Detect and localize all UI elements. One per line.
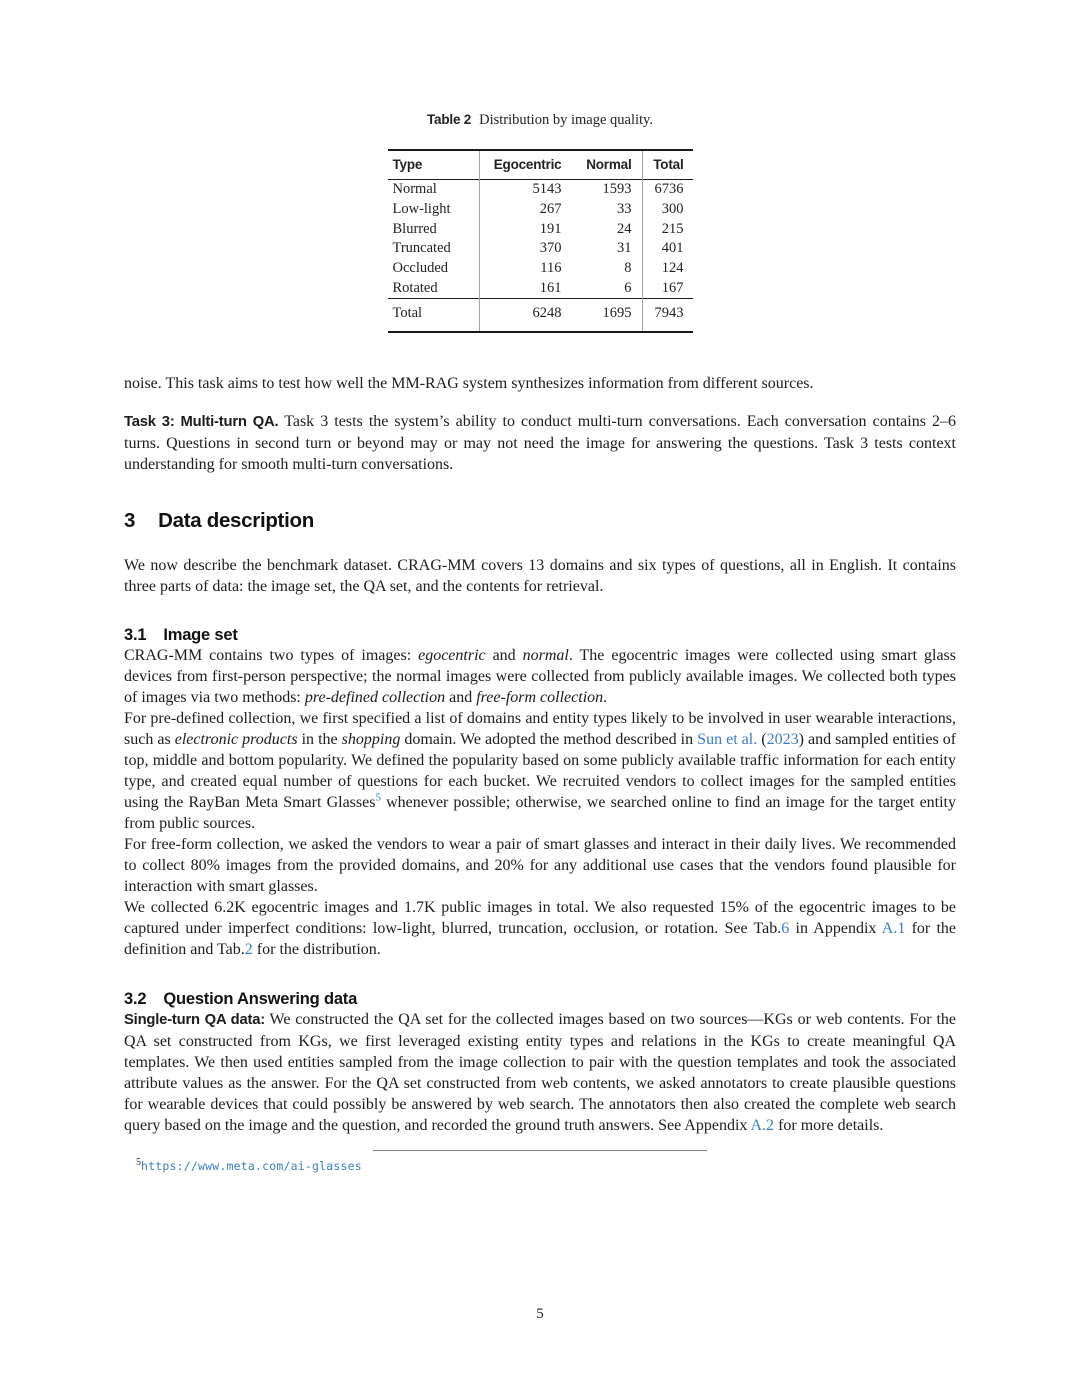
cell-normal: 6	[562, 278, 643, 298]
text-segment: in the	[297, 730, 342, 748]
paragraph-task3-multiturn	[124, 411, 956, 475]
text-segment: Task 3 tests the system’s ability to conduct multi-turn conversations. Each conversation contains 2–6 turns. Questions in second turn or beyond may or may not need the image for answering the questions. Task 3 tests context understanding for smooth multi-turn conversations.	[124, 412, 956, 473]
text-segment: and	[445, 688, 477, 706]
section-title: Data description	[158, 508, 314, 532]
footnote-marker: 5	[136, 1156, 141, 1168]
table-header-row	[388, 150, 693, 180]
appendix-a1-link[interactable]: A.1	[881, 919, 906, 937]
text-segment: We collected 6.2K egocentric images and 1.7K public images in total. We also requested 15% of the egocentric images to be captured under imperfect conditions: low-light, blurred, truncation, occlusion, or rotation. See Tab.	[124, 898, 956, 937]
cell-total: 167	[661, 279, 684, 296]
text-segment: We constructed the QA set for the collected images based on two sources—KGs or web contents. For the QA set constructed from KGs, we first leveraged existing entity types and relations in the KGs to create meaningful QA templates. We then used entities sampled from the image collection to pair with the question templates and took the associated attribute values as the answer. For the QA set constructed from web contents, we asked annotators to create plausible questions for wearable devices that could possibly be answered by web search. The annotators then also created the complete web search query based on the image and the question, and recorded the ground truth answers. See Appendix	[124, 1010, 956, 1134]
paragraph-single-turn-qa	[124, 1009, 956, 1136]
table-row	[388, 200, 693, 220]
subsection-number: 3.1	[124, 625, 147, 644]
table-2-wrapper	[388, 149, 693, 333]
text-segment: For pre-defined collection, we first specified a list of domains and entity types likely to be involved in user wearable interactions, such as	[124, 709, 956, 748]
text-segment: .	[603, 688, 608, 706]
page-content	[124, 0, 956, 1174]
cell-normal: 33	[562, 200, 643, 220]
subsection-heading-qa-data	[124, 990, 956, 1009]
column-header-type: Type	[388, 150, 480, 180]
footnote-5-ref-link[interactable]: 5	[375, 791, 381, 804]
paragraph-task2-noise	[124, 373, 956, 394]
footnote-url-link[interactable]: https://www.meta.com/ai-glasses	[141, 1158, 362, 1173]
text-segment: and	[485, 646, 523, 664]
text-segment: For free-form collection, we asked the vendors to wear a pair of smart glasses and interact in their daily lives. We recommended to collect 80% images from the provided domains, and 20% for any additional use cases that the vendors found plausible for interaction with smart glasses.	[124, 835, 956, 895]
cell-normal: 1593	[562, 180, 643, 200]
tab-2-link[interactable]: 2	[244, 940, 253, 958]
table-caption-label: Table 2	[427, 112, 472, 127]
cell-type: Rotated	[388, 278, 480, 298]
text-segment: Task 3: Multi-turn QA.	[124, 413, 279, 430]
cell-egocentric: 191	[539, 220, 562, 237]
text-segment: egocentric	[418, 646, 486, 664]
text-segment: noise. This task aims to test how well the MM-RAG system synthesizes information from different sources.	[124, 374, 814, 392]
paragraph-dataset-intro	[124, 555, 956, 597]
table-row	[388, 219, 693, 239]
text-segment: Single-turn QA data:	[124, 1011, 265, 1028]
cell-normal: 8	[562, 259, 643, 279]
text-segment: shopping	[341, 730, 401, 748]
text-segment: domain. We adopted the method described in	[400, 730, 698, 748]
text-segment: in Appendix	[789, 919, 882, 937]
text-segment: pre-defined collection	[304, 688, 446, 706]
column-header-normal: Normal	[562, 150, 643, 180]
subsection-number: 3.2	[124, 989, 147, 1008]
table-row	[388, 239, 693, 259]
subsection-title: Question Answering data	[163, 989, 358, 1008]
text-segment: normal	[522, 646, 569, 664]
table-caption	[124, 0, 956, 129]
cell-normal: 24	[562, 219, 643, 239]
text-segment: ) and sampled entities of top, middle and bottom popularity. We defined the popularity based on some publicly available traffic information for each entity type, and created equal number of questions for each bucket. We recruited vendors to collect images for the sampled entities using the RayBan Meta Smart Glasses	[124, 730, 957, 811]
column-header-total: Total	[653, 157, 684, 172]
paragraph-predefined-collection	[124, 708, 956, 834]
cell-type: Occluded	[388, 259, 480, 279]
cell-total: 215	[661, 220, 684, 237]
text-segment: whenever possible; otherwise, we searched online to find an image for the target entity from public sources.	[124, 793, 956, 832]
text-segment: for the definition and Tab.	[124, 919, 957, 958]
tab-6-link[interactable]: 6	[781, 919, 790, 937]
cell-type: Truncated	[388, 239, 480, 259]
cell-total: 300	[661, 201, 684, 218]
table-2	[388, 149, 693, 333]
citation-sun-etal-link[interactable]: Sun et al.	[697, 730, 758, 748]
table-row	[388, 180, 693, 200]
text-segment: for more details.	[774, 1116, 884, 1134]
cell-type: Low-light	[388, 200, 480, 220]
cell-egocentric: 6248	[532, 305, 562, 322]
footnote-divider	[373, 1150, 707, 1151]
section-number: 3	[124, 508, 136, 532]
cell-normal: 31	[562, 239, 643, 259]
paragraph-image-types	[124, 645, 956, 708]
cell-egocentric: 267	[539, 201, 562, 218]
citation-year-link[interactable]: 2023	[766, 730, 799, 748]
table-total-row	[388, 299, 693, 332]
text-segment: We now describe the benchmark dataset. CRAG-MM covers 13 domains and six types of questions, all in English. It contains three parts of data: the image set, the QA set, and the contents for retrieval.	[124, 556, 956, 595]
cell-total: 401	[661, 240, 684, 257]
subsection-title: Image set	[163, 625, 238, 644]
cell-total: 6736	[654, 181, 684, 198]
section-heading-data-description	[124, 509, 956, 533]
cell-normal: 1695	[562, 299, 643, 332]
cell-egocentric: 116	[540, 260, 562, 277]
text-segment: for the distribution.	[252, 940, 381, 958]
cell-total: 7943	[654, 305, 684, 322]
cell-type: Blurred	[388, 219, 480, 239]
cell-type: Normal	[388, 180, 480, 200]
cell-egocentric: 161	[539, 279, 562, 296]
table-row	[388, 278, 693, 298]
table-row	[388, 259, 693, 279]
paragraph-collected-totals	[124, 897, 956, 960]
text-segment: electronic products	[174, 730, 298, 748]
text-segment: (	[757, 730, 767, 748]
appendix-a2-link[interactable]: A.2	[750, 1116, 775, 1134]
column-header-egocentric: Egocentric	[493, 157, 562, 172]
text-segment: free-form collection	[476, 688, 604, 706]
text-segment: . The egocentric images were collected using smart glass devices from first-person perspective; the normal images were collected from publicly available images. We collected both types of images via two methods:	[124, 646, 956, 706]
cell-egocentric: 5143	[532, 181, 562, 198]
paragraph-freeform-collection	[124, 834, 956, 897]
subsection-heading-image-set	[124, 626, 956, 645]
cell-type: Total	[388, 299, 480, 332]
page-number: 5	[536, 1306, 544, 1322]
table-caption-text: Distribution by image quality.	[479, 112, 653, 128]
cell-egocentric: 370	[539, 240, 562, 257]
text-segment: CRAG-MM contains two types of images:	[124, 646, 419, 664]
footnote	[124, 1156, 956, 1174]
cell-total: 124	[661, 260, 684, 277]
